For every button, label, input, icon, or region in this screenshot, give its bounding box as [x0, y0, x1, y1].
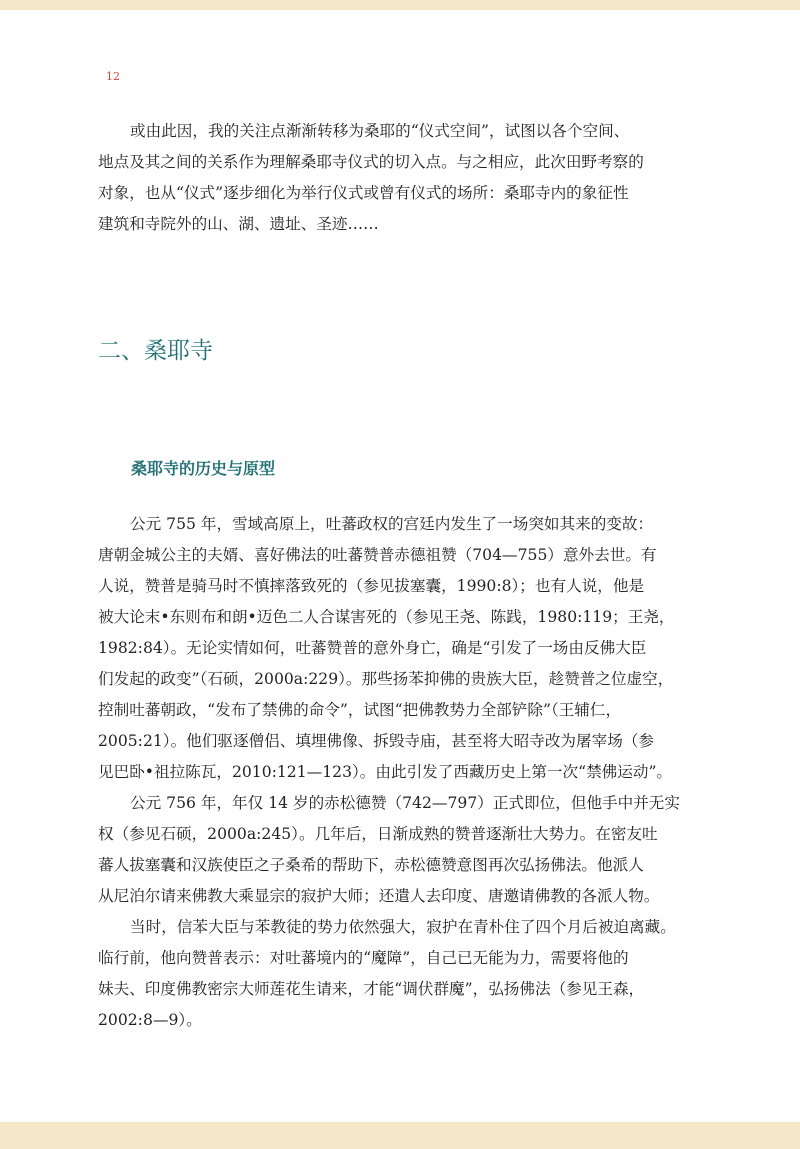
text-line: 被大论末•东则布和朗•迈色二人合谋害死的（参见王尧、陈践，1980:119；王尧， [98, 608, 675, 626]
text-line: 公元 755 年，雪域高原上，吐蕃政权的宫廷内发生了一场突如其来的变故： [130, 515, 654, 533]
text-line: 们发起的政变”（石硕，2000a:229）。那些扬苯抑佛的贵族大臣，趁赞普之位虚空， [98, 670, 674, 688]
intro-paragraph [98, 116, 698, 240]
text-line: 地点及其之间的关系作为理解桑耶寺仪式的切入点。与之相应，此次田野考察的 [98, 153, 644, 171]
text-line: 人说，赞普是骑马时不慎摔落致死的（参见拔塞囊，1990:8）；也有人说，他是 [98, 577, 645, 595]
text-line: 1982:84）。无论实情如何，吐蕃赞普的意外身亡，确是“引发了一场由反佛大臣 [98, 639, 647, 657]
text-line: 建筑和寺院外的山、湖、遗址、圣迹…… [98, 215, 379, 233]
text-line: 对象，也从“仪式”逐步细化为举行仪式或曾有仪式的场所：桑耶寺内的象征性 [98, 184, 629, 202]
subsection-heading: 桑耶寺的历史与原型 [131, 459, 276, 478]
text-line: 蕃人拔塞囊和汉族使臣之子桑希的帮助下，赤松德赞意图再次弘扬佛法。他派人 [98, 856, 644, 874]
body-paragraph-3 [98, 912, 698, 1036]
text-line: 或由此因，我的关注点渐渐转移为桑耶的“仪式空间”，试图以各个空间、 [130, 122, 630, 140]
text-line: 当时，信苯大臣与苯教徒的势力依然强大，寂护在青朴住了四个月后被迫离藏。 [130, 918, 676, 936]
text-line: 从尼泊尔请来佛教大乘显宗的寂护大师；还遣人去印度、唐邀请佛教的各派人物。 [98, 887, 660, 905]
text-line: 权（参见石硕，2000a:245）。几年后，日渐成熟的赞普逐渐壮大势力。在密友吐 [98, 825, 658, 843]
text-line: 公元 756 年，年仅 14 岁的赤松德赞（742—797）正式即位，但他手中并无实 [130, 794, 680, 812]
body-paragraph-2 [98, 788, 698, 912]
text-line: 临行前，他向赞普表示：对吐蕃境内的“魔障”，自己已无能为力，需要将他的 [98, 949, 629, 967]
text-line: 见巴卧•祖拉陈瓦，2010:121—123）。由此引发了西藏历史上第一次“禁佛运动”。 [98, 763, 673, 781]
text-line: 控制吐蕃朝政，“发布了禁佛的命令”，试图“把佛教势力全部铲除”（王辅仁， [98, 701, 622, 719]
document-page [0, 10, 800, 1122]
text-line: 2002:8—9）。 [98, 1011, 202, 1029]
page-number: 12 [106, 70, 120, 83]
text-line: 2005:21）。他们驱逐僧侣、填埋佛像、拆毁寺庙，甚至将大昭寺改为屠宰场（参 [98, 732, 654, 750]
body-paragraph-1 [98, 509, 698, 788]
section-heading: 二、桑耶寺 [98, 338, 213, 364]
text-line: 妹夫、印度佛教密宗大师莲花生请来，才能“调伏群魔”，弘扬佛法（参见王森， [98, 980, 645, 998]
text-line: 唐朝金城公主的夫婿、喜好佛法的吐蕃赞普赤德祖赞（704—755）意外去世。有 [98, 546, 657, 564]
